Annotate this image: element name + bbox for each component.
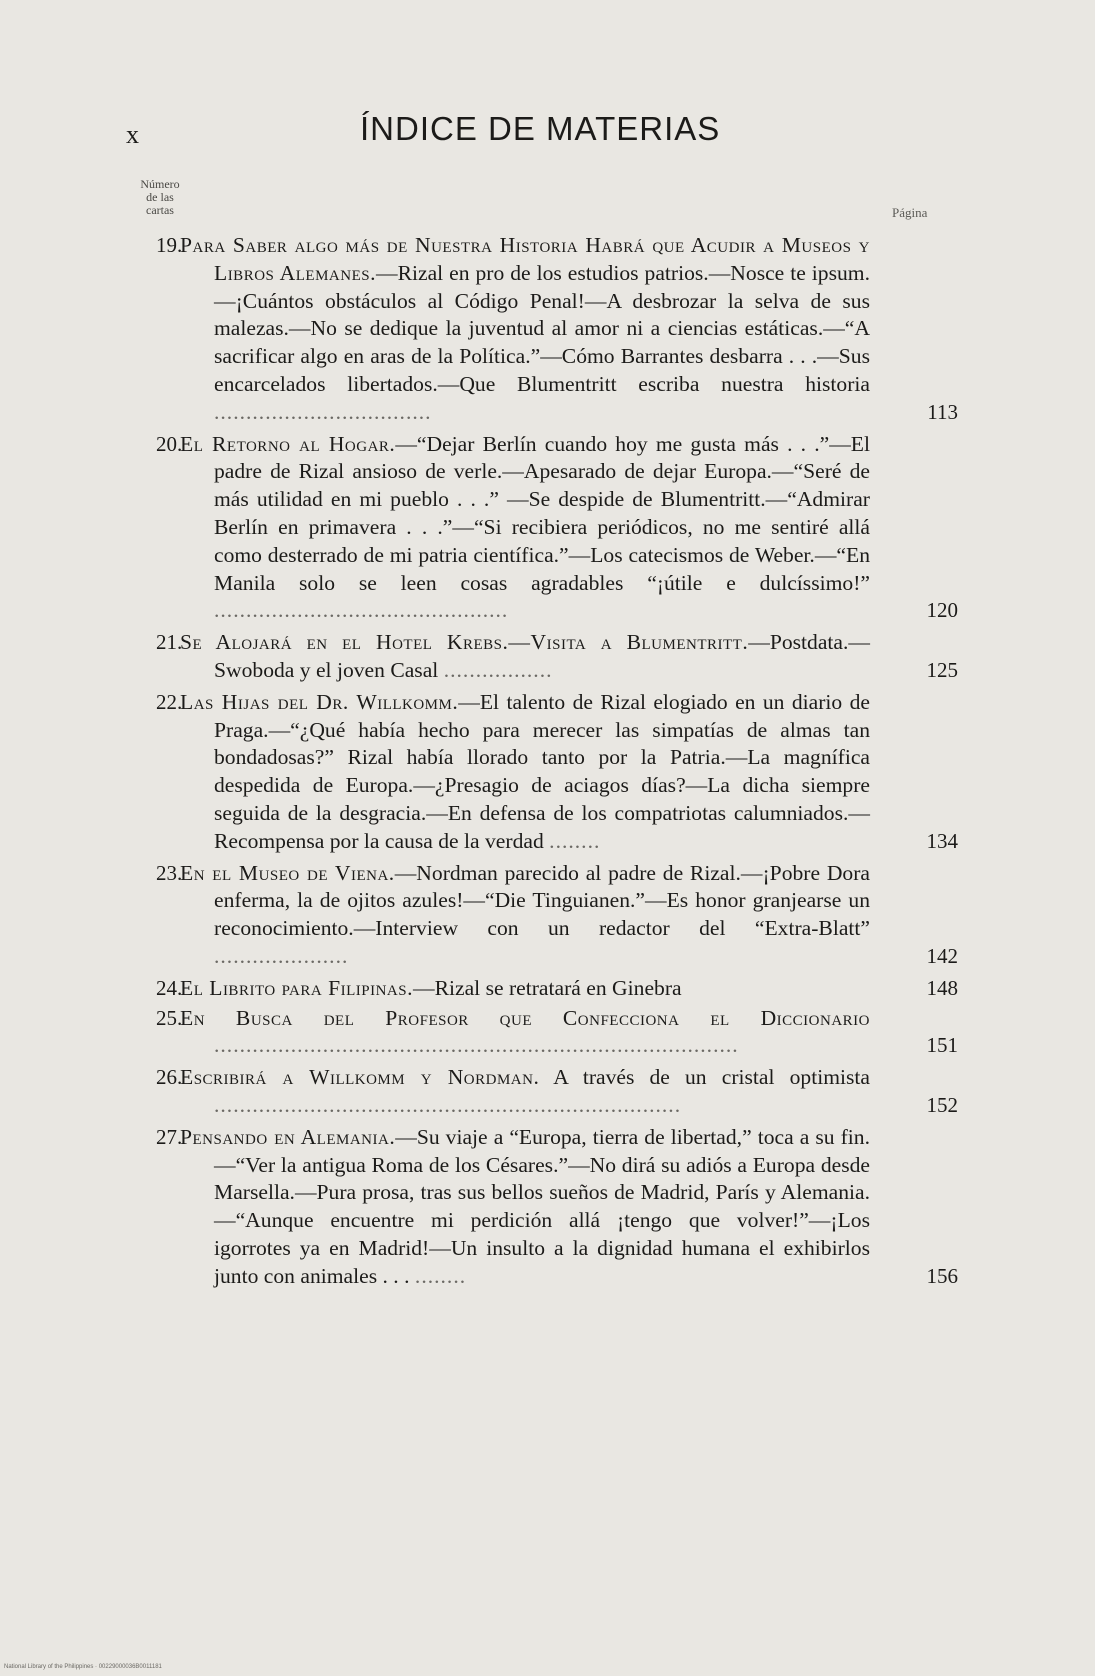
- entry-heading: Para Saber algo más de Nuestra Historia Habrá que Acudir a Museos y Libros Alemanes.: [180, 233, 870, 285]
- toc-entry: [140, 975, 970, 1003]
- entry-number: 21.: [156, 630, 183, 655]
- scan-footer: National Library of the Philippines · 00229000036B0011181: [4, 1664, 162, 1670]
- toc-entry: 27. Pensando en Alemania.—Su viaje a “Europa, tierra de libertad,” toca a su fin.—“Ver la antigua Roma de los Césares.”—No dirá su adiós a Europa desde Marsella.—Pura prosa, tras sus bellos sueños de Madrid, París y Alemania.—“Aunque encuentre mi perdición allá ¡tengo que volver!”—¡Los igorrotes ya en Madrid!—Un insulto a la dignidad humana el exhibirlos junto con animales . . . ........ 156: [140, 1124, 970, 1291]
- entry-page: 134: [926, 828, 958, 853]
- page-number: x: [126, 120, 139, 149]
- entry-heading: El Librito para Filipinas.: [180, 975, 414, 1000]
- entry-number: 25.: [156, 1005, 183, 1030]
- entry-summary: —Postdata.—Swoboda y el joven Casal: [214, 630, 870, 682]
- toc-entry: 21. Se Alojará en el Hotel Krebs.—Visita a Blumentritt.—Postdata.—Swoboda y el joven Casal ................. 125: [140, 629, 970, 685]
- entry-number: 26.: [156, 1065, 183, 1090]
- entry-summary: —El talento de Rizal elogiado en un diario de Praga.—“¿Qué había hecho para merecer las simpatías de almas tan bondadosas?” Rizal había llorado tanto por la Patria.—La magnífica despedida de Europa.—¿Presagio de aciagos días?—La dicha siempre seguida de la desgracia.—En defensa de los compatriotas calumniados.—Recompensa por la causa de la verdad: [214, 689, 871, 853]
- entry-heading: En Busca del Profesor que Confecciona el Diccionario: [180, 1005, 870, 1030]
- entry-heading: Pensando en Alemania.: [180, 1124, 396, 1149]
- entry-page: 148: [926, 975, 958, 1000]
- table-of-contents: [140, 232, 970, 1290]
- toc-entry: 25. En Busca del Profesor que Confecciona el Diccionario .................................................................................. 151: [140, 1005, 970, 1061]
- toc-entry: 22. Las Hijas del Dr. Willkomm.—El talento de Rizal elogiado en un diario de Praga.—“¿Qué había hecho para merecer las simpatías de almas tan bondadosas?” Rizal había llorado tanto por la Patria.—La magnífica despedida de Europa.—¿Presagio de aciagos días?—La dicha siempre seguida de la desgracia.—En defensa de los compatriotas calumniados.—Recompensa por la causa de la verdad ........ 134: [140, 689, 970, 856]
- entry-heading: El Retorno al Hogar.: [180, 431, 396, 456]
- entry-number: 24.: [156, 975, 183, 1000]
- entry-summary: —Nordman parecido al padre de Rizal.—¡Pobre Dora enferma, la de ojitos azules!—“Die Tinguianen.”—Es honor granjearse un reconocimiento.—Interview con un redactor del “Extra-Blatt”: [214, 860, 870, 941]
- entry-summary: —Rizal se retratará en Ginebra: [413, 975, 682, 1000]
- toc-entry: 19. Para Saber algo más de Nuestra Historia Habrá que Acudir a Museos y Libros Alemanes.—Rizal en pro de los estudios patrios.—Nosce te ipsum.—¡Cuántos obstáculos al Código Penal!—A desbrozar la selva de sus malezas.—No se dedique la juventud al amor ni a ciencias estáticas.—“A sacrificar algo en aras de la Política.”—Cómo Barrantes desbarra . . .—Sus encarcelados libertados.—Que Blumentritt escriba nuestra historia .................................. 113: [140, 232, 970, 427]
- entry-heading: Escribirá a Willkomm y Nordman.: [180, 1065, 540, 1090]
- entry-summary: A través de un cristal optimista: [539, 1065, 870, 1090]
- entry-page: 113: [927, 399, 958, 424]
- page-title: ÍNDICE DE MATERIAS: [360, 110, 721, 147]
- entry-page: 151: [926, 1033, 958, 1058]
- entry-page: 125: [926, 657, 958, 682]
- entry-number: 27.: [156, 1124, 183, 1149]
- entry-number: 19.: [156, 233, 183, 257]
- entry-heading: Se Alojará en el Hotel Krebs.—Visita a Blumentritt.: [180, 630, 749, 655]
- entry-page: 142: [926, 943, 958, 968]
- entry-heading: Las Hijas del Dr. Willkomm.: [180, 689, 459, 714]
- entry-number: 20.: [156, 431, 183, 456]
- column-header-page: Página: [892, 205, 928, 220]
- toc-entry: 23. En el Museo de Viena.—Nordman parecido al padre de Rizal.—¡Pobre Dora enferma, la de ojitos azules!—“Die Tinguianen.”—Es honor granjearse un reconocimiento.—Interview con un redactor del “Extra-Blatt” ..................... 142: [140, 860, 970, 971]
- entry-number: 23.: [156, 860, 183, 885]
- entry-page: 156: [926, 1263, 958, 1288]
- toc-entry: 20. El Retorno al Hogar.—“Dejar Berlín cuando hoy me gusta más . . .”—El padre de Rizal ansioso de verle.—Apesarado de dejar Europa.—“Seré de más utilidad en mi pueblo . . .” —Se despide de Blumentritt.—“Admirar Berlín en primavera . . .”—“Si recibiera periódicos, no me sentiré allá como desterrado de mi patria científica.”—Los catecismos de Weber.—“En Manila solo se leen cosas agradables “¡útile e dulcíssimo!” .............................................. 120: [140, 431, 970, 626]
- entry-summary: —Rizal en pro de los estudios patrios.—Nosce te ipsum.—¡Cuántos obstáculos al Código Penal!—A desbrozar la selva de sus malezas.—No se dedique la juventud al amor ni a ciencias estáticas.—“A sacrificar algo en aras de la Política.”—Cómo Barrantes desbarra . . .—Sus encarcelados libertados.—Que Blumentritt escriba nuestra historia: [214, 260, 870, 396]
- toc-entry: 26. Escribirá a Willkomm y Nordman. A través de un cristal optimista ......................................................................... 152: [140, 1064, 970, 1120]
- column-header-letter-number: Número de las cartas: [140, 177, 180, 217]
- entry-summary: —“Dejar Berlín cuando hoy me gusta más . . .”—El padre de Rizal ansioso de verle.—Apesarado de dejar Europa.—“Seré de más utilidad en mi pueblo . . .” —Se despide de Blumentritt.—“Admirar Berlín en primavera . . .”—“Si recibiera periódicos, no me sentiré allá como desterrado de mi patria científica.”—Los catecismos de Weber.—“En Manila solo se leen cosas agradables “¡útile e dulcíssimo!”: [214, 431, 870, 595]
- entry-number: 22.: [156, 689, 183, 714]
- entry-summary: —Su viaje a “Europa, tierra de libertad,” toca a su fin.—“Ver la antigua Roma de los Césares.”—No dirá su adiós a Europa desde Marsella.—Pura prosa, tras sus bellos sueños de Madrid, París y Alemania.—“Aunque encuentre mi perdición allá ¡tengo que volver!”—¡Los igorrotes ya en Madrid!—Un insulto a la dignidad humana el exhibirlos junto con animales . . .: [214, 1124, 870, 1288]
- entry-page: 120: [926, 598, 958, 623]
- entry-heading: En el Museo de Viena.: [180, 860, 395, 885]
- entry-page: 152: [926, 1092, 958, 1117]
